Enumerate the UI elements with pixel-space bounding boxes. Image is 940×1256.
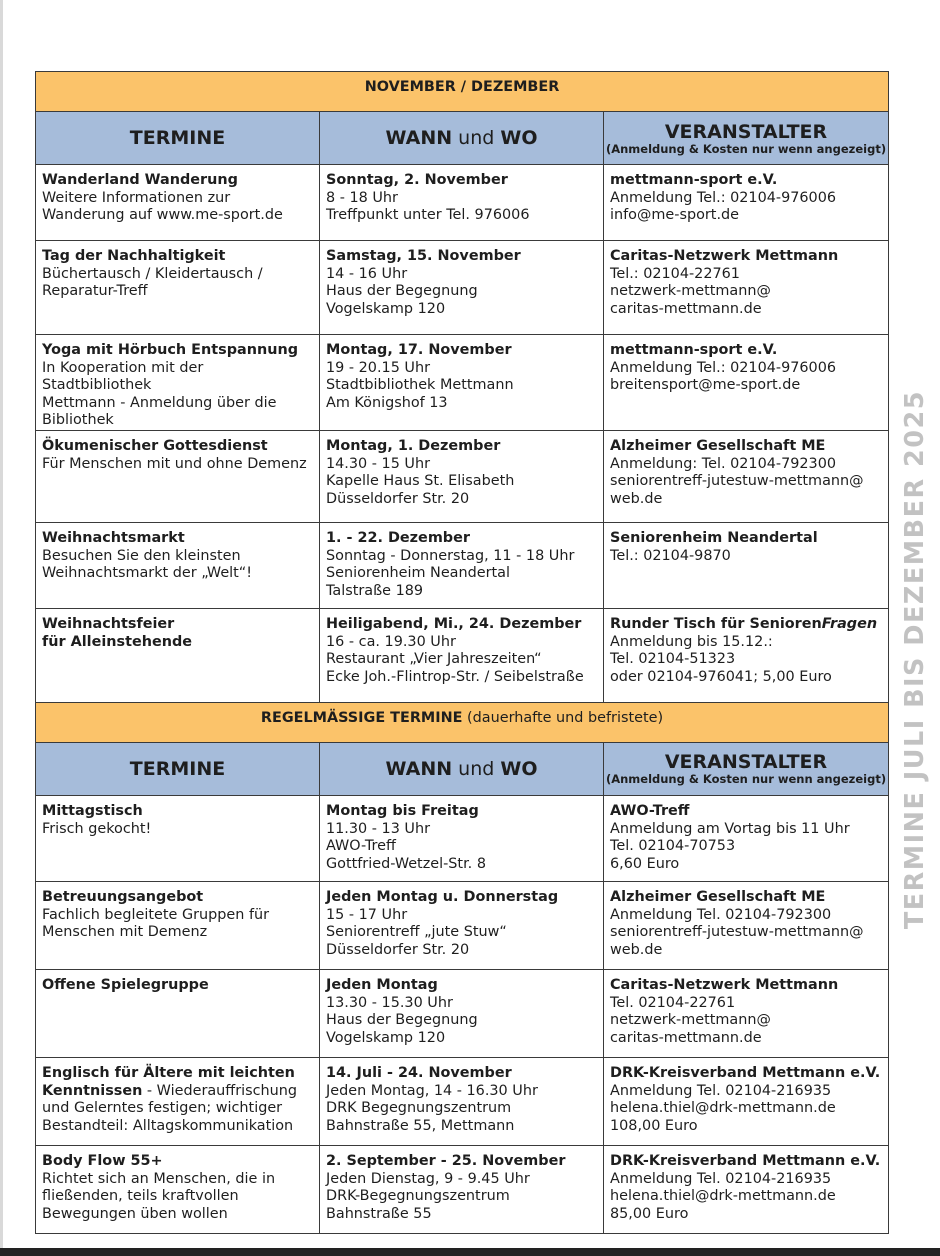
page-edge bbox=[0, 0, 3, 1256]
header-veranstalter: VERANSTALTER (Anmeldung & Kosten nur wenn angezeigt) bbox=[604, 112, 889, 165]
event-row bbox=[36, 430, 889, 522]
when-cell: Samstag, 15. November 14 - 16 Uhr Haus der Begegnung Vogelskamp 120 bbox=[320, 241, 604, 335]
event-cell: Weihnachtsmarkt Besuchen Sie den kleinsten Weihnachtsmarkt der „Welt“! bbox=[36, 522, 320, 608]
event-row bbox=[36, 241, 889, 335]
event-row bbox=[36, 1145, 889, 1233]
column-header-row bbox=[36, 742, 889, 795]
event-row bbox=[36, 335, 889, 431]
event-cell: Betreuungsangebot Fachlich begleitete Gruppen für Menschen mit Demenz bbox=[36, 881, 320, 969]
organizer-cell: AWO-Treff Anmeldung am Vortag bis 11 Uhr Tel. 02104-70753 6,60 Euro bbox=[604, 795, 889, 881]
when-cell: Montag, 17. November 19 - 20.15 Uhr Stadtbibliothek Mettmann Am Königshof 13 bbox=[320, 335, 604, 431]
event-cell: Ökumenischer Gottesdienst Für Menschen mit und ohne Demenz bbox=[36, 430, 320, 522]
organizer-cell: mettmann-sport e.V. Anmeldung Tel.: 02104-976006 breitensport@me-sport.de bbox=[604, 335, 889, 431]
when-cell: 14. Juli - 24. November Jeden Montag, 14 - 16.30 Uhr DRK Begegnungszentrum Bahnstraße 55, Mettmann bbox=[320, 1057, 604, 1145]
event-row bbox=[36, 1057, 889, 1145]
header-veranstalter: VERANSTALTER (Anmeldung & Kosten nur wenn angezeigt) bbox=[604, 742, 889, 795]
header-wann-wo: WANN und WO bbox=[320, 742, 604, 795]
event-cell: Wanderland Wanderung Weitere Informationen zur Wanderung auf www.me-sport.de bbox=[36, 165, 320, 241]
when-cell: Jeden Montag 13.30 - 15.30 Uhr Haus der Begegnung Vogelskamp 120 bbox=[320, 969, 604, 1057]
when-cell: 1. - 22. Dezember Sonntag - Donnerstag, 11 - 18 Uhr Seniorenheim Neandertal Talstraße 189 bbox=[320, 522, 604, 608]
bottom-bar bbox=[0, 1248, 940, 1256]
schedule-table bbox=[35, 71, 889, 1234]
section-title: NOVEMBER / DEZEMBER bbox=[36, 72, 889, 112]
organizer-cell: Alzheimer Gesellschaft ME Anmeldung Tel. 02104-792300 seniorentreff-jutestuw-mettmann@ web.de bbox=[604, 881, 889, 969]
event-cell: Offene Spielegruppe bbox=[36, 969, 320, 1057]
side-title: TERMINE JULI BIS DEZEMBER 2025 bbox=[900, 390, 930, 930]
event-row bbox=[36, 795, 889, 881]
event-row bbox=[36, 165, 889, 241]
header-termine: TERMINE bbox=[36, 742, 320, 795]
organizer-cell: Caritas-Netzwerk Mettmann Tel. 02104-22761 netzwerk-mettmann@ caritas-mettmann.de bbox=[604, 969, 889, 1057]
event-row bbox=[36, 608, 889, 702]
when-cell: Heiligabend, Mi., 24. Dezember 16 - ca. 19.30 Uhr Restaurant „Vier Jahreszeiten“ Ecke Joh.-Flintrop-Str. / Seibelstraße bbox=[320, 608, 604, 702]
event-cell: Tag der Nachhaltigkeit Büchertausch / Kleidertausch / Reparatur-Treff bbox=[36, 241, 320, 335]
event-row bbox=[36, 522, 889, 608]
organizer-cell: Alzheimer Gesellschaft ME Anmeldung: Tel. 02104-792300 seniorentreff-jutestuw-mettmann@ web.de bbox=[604, 430, 889, 522]
event-row bbox=[36, 969, 889, 1057]
organizer-cell: DRK-Kreisverband Mettmann e.V. Anmeldung Tel. 02104-216935 helena.thiel@drk-mettmann.de 85,00 Euro bbox=[604, 1145, 889, 1233]
organizer-cell: Runder Tisch für SeniorenFragen Anmeldung bis 15.12.: Tel. 02104-51323 oder 02104-976041; 5,00 Euro bbox=[604, 608, 889, 702]
event-cell: Englisch für Ältere mit leichten Kenntnissen - Wiederauffrischung und Gelerntes festigen; wichtiger Bestandteil: Alltagskommunikation bbox=[36, 1057, 320, 1145]
column-header-row bbox=[36, 112, 889, 165]
when-cell: 2. September - 25. November Jeden Dienstag, 9 - 9.45 Uhr DRK-Begegnungszentrum Bahnstraße 55 bbox=[320, 1145, 604, 1233]
event-row bbox=[36, 881, 889, 969]
organizer-cell: Caritas-Netzwerk Mettmann Tel.: 02104-22761 netzwerk-mettmann@ caritas-mettmann.de bbox=[604, 241, 889, 335]
event-cell: Mittagstisch Frisch gekocht! bbox=[36, 795, 320, 881]
section-header-november-dezember bbox=[36, 72, 889, 112]
event-cell: Body Flow 55+ Richtet sich an Menschen, die in fließenden, teils kraftvollen Bewegungen üben wollen bbox=[36, 1145, 320, 1233]
section-title: REGELMÄSSIGE TERMINE (dauerhafte und befristete) bbox=[36, 702, 889, 742]
organizer-cell: DRK-Kreisverband Mettmann e.V. Anmeldung Tel. 02104-216935 helena.thiel@drk-mettmann.de 108,00 Euro bbox=[604, 1057, 889, 1145]
event-cell: Weihnachtsfeier für Alleinstehende bbox=[36, 608, 320, 702]
when-cell: Sonntag, 2. November 8 - 18 Uhr Treffpunkt unter Tel. 976006 bbox=[320, 165, 604, 241]
when-cell: Montag bis Freitag 11.30 - 13 Uhr AWO-Treff Gottfried-Wetzel-Str. 8 bbox=[320, 795, 604, 881]
when-cell: Jeden Montag u. Donnerstag 15 - 17 Uhr Seniorentreff „jute Stuw“ Düsseldorfer Str. 20 bbox=[320, 881, 604, 969]
event-cell: Yoga mit Hörbuch Entspannung In Kooperation mit der Stadtbibliothek Mettmann - Anmeldung über die Bibliothek bbox=[36, 335, 320, 431]
section-header-regelmaessige-termine bbox=[36, 702, 889, 742]
when-cell: Montag, 1. Dezember 14.30 - 15 Uhr Kapelle Haus St. Elisabeth Düsseldorfer Str. 20 bbox=[320, 430, 604, 522]
organizer-cell: Seniorenheim Neandertal Tel.: 02104-9870 bbox=[604, 522, 889, 608]
organizer-cell: mettmann-sport e.V. Anmeldung Tel.: 02104-976006 info@me-sport.de bbox=[604, 165, 889, 241]
header-wann-wo: WANN und WO bbox=[320, 112, 604, 165]
header-termine: TERMINE bbox=[36, 112, 320, 165]
